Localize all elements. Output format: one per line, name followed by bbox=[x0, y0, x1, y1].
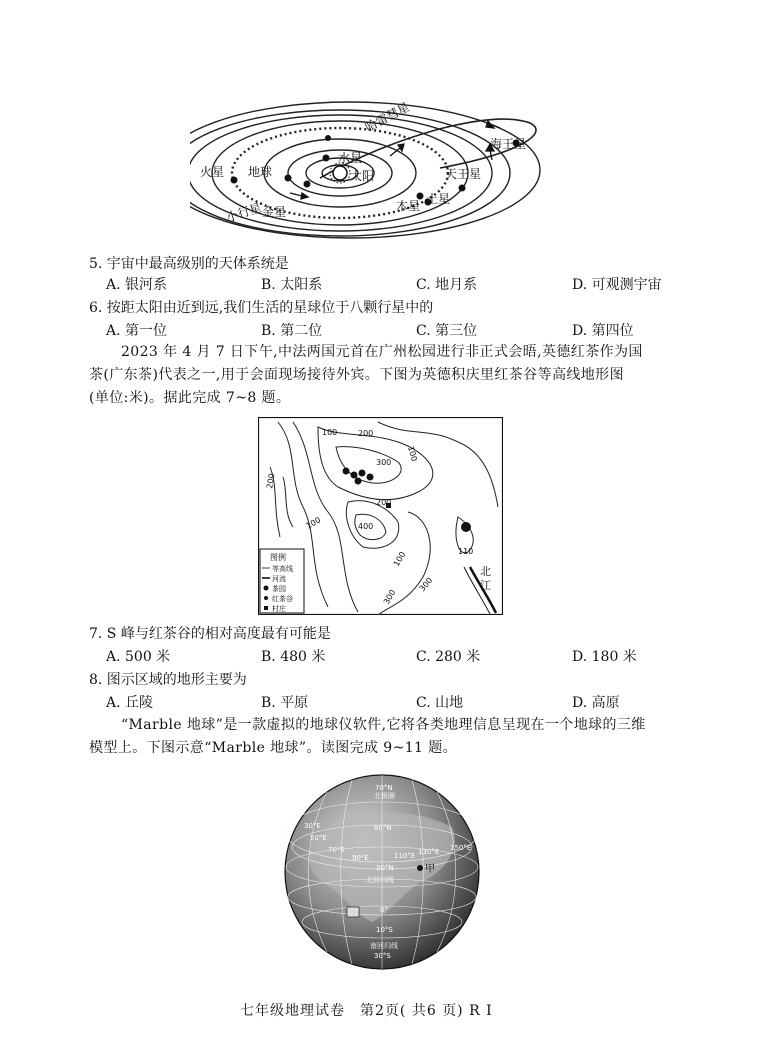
svg-text:300: 300 bbox=[376, 458, 392, 467]
svg-text:北: 北 bbox=[480, 565, 491, 578]
tea-icon bbox=[343, 468, 350, 475]
river-label bbox=[480, 565, 491, 592]
svg-text:10°S: 10°S bbox=[376, 926, 393, 934]
question-5-stem: 5. 宇宙中最高级别的天体系统是 bbox=[89, 256, 289, 272]
svg-text:河流: 河流 bbox=[272, 575, 286, 583]
svg-text:400: 400 bbox=[358, 522, 374, 531]
svg-text:100: 100 bbox=[304, 515, 323, 531]
question-5-option-c: C. 地月系 bbox=[416, 277, 478, 293]
svg-text:150°E: 150°E bbox=[450, 844, 472, 852]
passage-tea-line-1: 2023 年 4 月 7 日下午,中法两国元首在广州松园进行非正式会晤,英德红茶作为国 bbox=[121, 344, 643, 360]
contour-label: 100 bbox=[322, 428, 338, 437]
passage-marble-line-2: 模型上。下图示意“Marble 地球”。读图完成 9~11 题。 bbox=[89, 740, 458, 756]
mercury-label: 水星 bbox=[338, 151, 363, 165]
point-jia-label: 甲 bbox=[425, 864, 435, 875]
question-7-option-d: D. 180 米 bbox=[572, 649, 637, 665]
svg-text:110°E: 110°E bbox=[394, 852, 416, 860]
question-7-stem: 7. S 峰与红茶谷的相对高度最有可能是 bbox=[89, 626, 331, 642]
svg-text:30°N: 30°N bbox=[376, 864, 394, 872]
passage-tea-line-3: (单位:米)。据此完成 7~8 题。 bbox=[89, 390, 291, 406]
svg-text:100: 100 bbox=[406, 445, 419, 463]
sun-label: 太阳 bbox=[350, 169, 375, 183]
venus-label: 金星 bbox=[262, 205, 287, 219]
saturn-label: 土星 bbox=[426, 192, 451, 206]
question-6-option-a: A. 第一位 bbox=[106, 323, 168, 339]
svg-text:茶园: 茶园 bbox=[272, 585, 286, 593]
question-5-option-a: A. 银河系 bbox=[106, 277, 168, 293]
svg-text:红茶谷: 红茶谷 bbox=[272, 595, 293, 603]
question-5-option-d: D. 可观测宇宙 bbox=[572, 277, 662, 293]
question-6-option-b: B. 第二位 bbox=[261, 323, 323, 339]
svg-text:北回归线: 北回归线 bbox=[366, 876, 394, 884]
svg-text:等高线: 等高线 bbox=[272, 565, 293, 573]
mercury-dot bbox=[323, 155, 330, 162]
svg-text:60°N: 60°N bbox=[374, 824, 392, 832]
svg-text:村庄: 村庄 bbox=[272, 605, 286, 613]
svg-text:70°E: 70°E bbox=[328, 846, 345, 854]
passage-tea-line-2: 茶(广东茶)代表之一,用于会面现场接待外宾。下图为英德积庆里红茶谷等高线地形图 bbox=[89, 367, 624, 383]
point-jia-icon bbox=[417, 865, 423, 871]
map-legend bbox=[260, 549, 304, 613]
svg-text:300: 300 bbox=[417, 575, 435, 594]
svg-text:90°E: 90°E bbox=[352, 854, 369, 862]
solar-system-diagram bbox=[190, 98, 580, 240]
marble-globe bbox=[282, 772, 482, 972]
mars-label: 火星 bbox=[200, 165, 225, 179]
asteroid-belt-label: 小行星 bbox=[224, 200, 264, 225]
svg-text:50°E: 50°E bbox=[310, 834, 327, 842]
uranus-dot bbox=[459, 185, 466, 192]
svg-text:110: 110 bbox=[458, 547, 474, 556]
sun-icon bbox=[333, 166, 347, 180]
question-7-option-b: B. 480 米 bbox=[261, 649, 326, 665]
legend-title: 图例 bbox=[270, 553, 286, 562]
question-6-option-d: D. 第四位 bbox=[572, 323, 634, 339]
passage-marble-line-1: “Marble 地球”是一款虚拟的地球仪软件,它将各类地理信息呈现在一个地球的三维 bbox=[121, 717, 646, 733]
uranus-label: 天王星 bbox=[445, 167, 482, 181]
svg-text:100: 100 bbox=[391, 550, 408, 568]
svg-text:200: 200 bbox=[376, 498, 392, 507]
jupiter-label: 木星 bbox=[396, 199, 421, 213]
comet-label: 哈雷彗星 bbox=[362, 99, 412, 135]
question-7-option-c: C. 280 米 bbox=[416, 649, 481, 665]
svg-text:30°E: 30°E bbox=[304, 822, 321, 830]
svg-text:200: 200 bbox=[358, 429, 374, 438]
page-footer: 七年级地理试卷 第2页( 共6 页) R I bbox=[240, 1003, 493, 1019]
svg-text:30°S: 30°S bbox=[374, 952, 391, 960]
mars-dot bbox=[231, 177, 238, 184]
question-5-option-b: B. 太阳系 bbox=[261, 277, 323, 293]
svg-text:南回归线: 南回归线 bbox=[370, 942, 398, 950]
globe-label-70n: 70°N bbox=[375, 784, 393, 792]
question-8-option-c: C. 山地 bbox=[416, 695, 464, 711]
svg-text:130°E: 130°E bbox=[418, 848, 440, 856]
comet-dot bbox=[325, 135, 331, 141]
venus-dot bbox=[304, 181, 311, 188]
question-8-option-d: D. 高原 bbox=[572, 695, 620, 711]
question-6-stem: 6. 按距太阳由近到远,我们生活的星球位于八颗行星中的 bbox=[89, 300, 434, 316]
svg-text:0°: 0° bbox=[380, 906, 388, 914]
neptune-label: 海王星 bbox=[490, 137, 527, 151]
earth-label: 地球 bbox=[248, 165, 273, 179]
earth-dot bbox=[285, 175, 292, 182]
question-7-option-a: A. 500 米 bbox=[106, 649, 171, 665]
question-8-stem: 8. 图示区域的地形主要为 bbox=[89, 672, 247, 688]
svg-text:300: 300 bbox=[381, 588, 398, 606]
question-6-option-c: C. 第三位 bbox=[416, 323, 478, 339]
svg-text:江: 江 bbox=[480, 579, 491, 592]
svg-text:200: 200 bbox=[265, 472, 277, 490]
question-8-option-a: A. 丘陵 bbox=[106, 695, 154, 711]
svg-text:北极圈: 北极圈 bbox=[374, 792, 395, 800]
peak-s-icon bbox=[461, 522, 471, 532]
contour-map bbox=[258, 417, 503, 615]
question-8-option-b: B. 平原 bbox=[261, 695, 309, 711]
